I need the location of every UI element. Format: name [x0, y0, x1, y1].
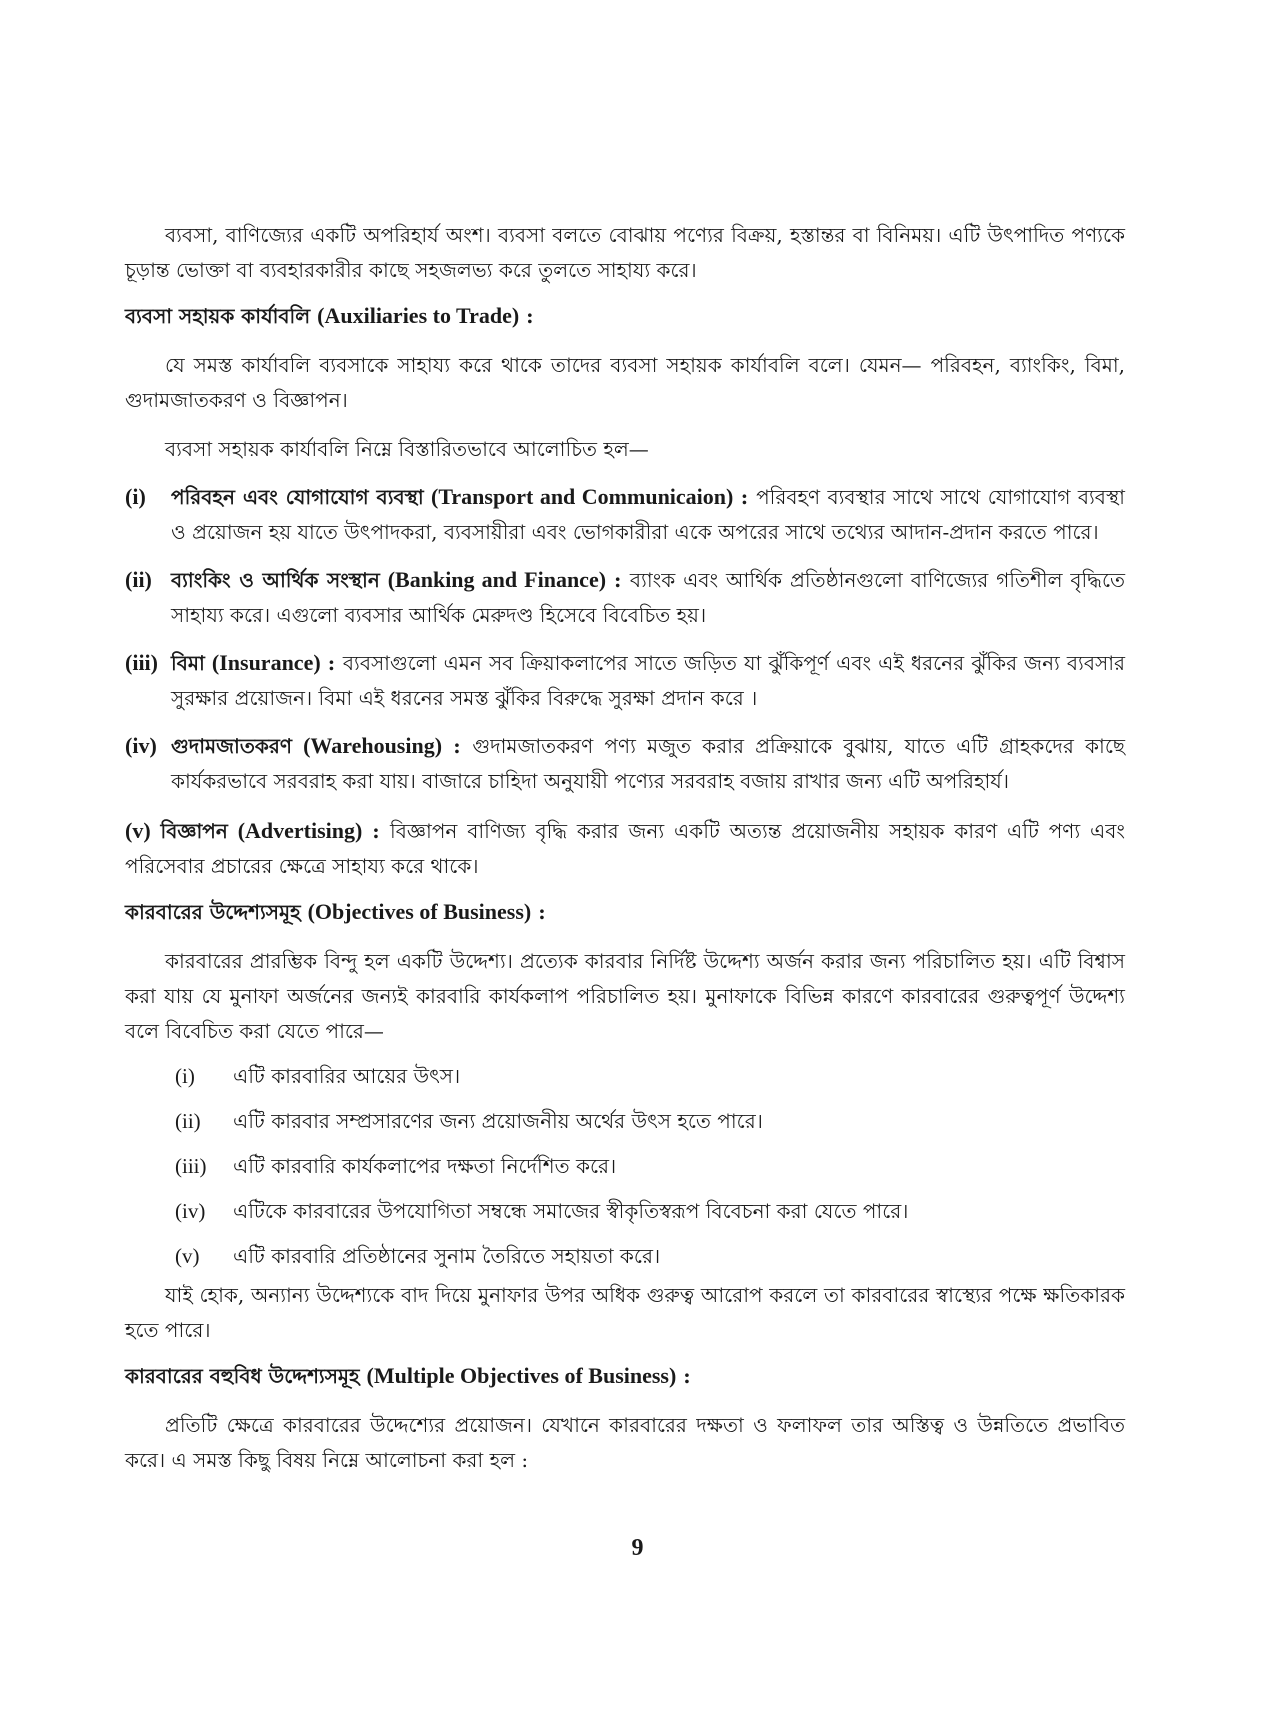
- item-text: ব্যাংক এবং আর্থিক প্রতিষ্ঠানগুলো বাণিজ্যের গতিশীল বৃদ্ধিতে সাহায্য করে। এগুলো ব্যবসার আর্থিক মেরুদণ্ড হিসেবে বিবেচিত হয়।: [171, 568, 1125, 627]
- item-title-en: (Warehousing): [303, 733, 443, 758]
- item-title-en: (Banking and Finance): [387, 567, 607, 592]
- auxiliary-item-insurance: (iii) বিমা (Insurance) : ব্যবসাগুলো এমন সব ক্রিয়াকলাপের সাতে জড়িত যা ঝুঁকিপূর্ণ এবং এই ধরনের ঝুঁকির জন্য ব্যবসার সুরক্ষার প্রয়োজন। বিমা এই ধরনের সমস্ত ঝুঁকির বিরুদ্ধে সুরক্ষা প্রদান করে ।: [125, 645, 1125, 716]
- item-text: বিজ্ঞাপন বাণিজ্য বৃদ্ধি করার জন্য একটি অত্যন্ত প্রয়োজনীয় সহায়ক কারণ এটি পণ্য এবং পরিসেবার প্রচারের ক্ষেত্রে সাহায্য করে থাকে।: [125, 819, 1126, 878]
- objectives-heading: কারবারের উদ্দেশ্যসমূহ (Objectives of Business) :: [125, 899, 546, 924]
- objectives-closing-paragraph: যাই হোক, অন্যান্য উদ্দেশ্যকে বাদ দিয়ে মুনাফার উপর অধিক গুরুত্ব আরোপ করলে তা কারবারের স্বাস্থ্যের পক্ষে ক্ষতিকারক হতে পারে।: [125, 1283, 1125, 1342]
- item-text: পরিবহণ ব্যবস্থার সাথে সাথে যোগাযোগ ব্যবস্থা ও প্রয়োজন হয় যাতে উৎপাদকরা, ব্যবসায়ীরা এবং ভোগকারীরা একে অপরের সাথে তথ্যের আদান-প্রদান করতে পারে।: [171, 485, 1125, 544]
- item-title-bn: বিজ্ঞাপন: [160, 819, 228, 843]
- objectives-heading-bn: কারবারের উদ্দেশ্যসমূহ: [125, 900, 301, 924]
- objectives-list: [175, 1059, 1125, 1274]
- auxiliary-item-warehousing: (iv) গুদামজাতকরণ (Warehousing) : গুদামজাতকরণ পণ্য মজুত করার প্রক্রিয়াকে বুঝায়, যাতে এটি গ্রাহকদের কাছে কার্যকরভাবে সরবরাহ করা যায়। বাজারে চাহিদা অনুযায়ী পণ্যের সরবরাহ বজায় রাখার জন্য এটি অপরিহার্য।: [125, 728, 1125, 799]
- item-title-en: (Transport and Communicaion): [431, 484, 734, 509]
- item-number: (ii): [125, 567, 152, 592]
- item-title-bn: পরিবহন এবং যোগাযোগ ব্যবস্থা: [171, 485, 424, 509]
- list-item: (iii) এটি কারবারি কার্যকলাপের দক্ষতা নির্দেশিত করে।: [175, 1154, 617, 1178]
- item-title-en: (Advertising): [237, 818, 363, 843]
- page-content: [125, 218, 1125, 1478]
- item-number: (v): [125, 818, 151, 843]
- item-text: ব্যবসাগুলো এমন সব ক্রিয়াকলাপের সাতে জড়িত যা ঝুঁকিপূর্ণ এবং এই ধরনের ঝুঁকির জন্য ব্যবসার সুরক্ষার প্রয়োজন। বিমা এই ধরনের সমস্ত ঝুঁকির বিরুদ্ধে সুরক্ষা প্রদান করে ।: [171, 651, 1126, 710]
- item-text: গুদামজাতকরণ পণ্য মজুত করার প্রক্রিয়াকে বুঝায়, যাতে এটি গ্রাহকদের কাছে কার্যকরভাবে সরবরাহ করা যায়। বাজারে চাহিদা অনুযায়ী পণ্যের সরবরাহ বজায় রাখার জন্য এটি অপরিহার্য।: [171, 734, 1126, 793]
- multiple-objectives-paragraph: প্রতিটি ক্ষেত্রে কারবারের উদ্দেশ্যের প্রয়োজন। যেখানে কারবারের দক্ষতা ও ফলাফল তার অস্তিত্ব ও উন্নতিতে প্রভাবিত করে। এ সমস্ত কিছু বিষয় নিম্নে আলোচনা করা হল :: [125, 1413, 1125, 1472]
- item-number: (iv): [125, 733, 157, 758]
- intro-paragraph: ব্যবসা, বাণিজ্যের একটি অপরিহার্য অংশ। ব্যবসা বলতে বোঝায় পণ্যের বিক্রয়, হস্তান্তর বা বিনিময়। এটি উৎপাদিত পণ্যকে চূড়ান্ত ভোক্তা বা ব্যবহারকারীর কাছে সহজলভ্য করে তুলতে সাহায্য করে।: [125, 223, 1125, 282]
- multiple-heading-en: (Multiple Objectives of Business): [366, 1363, 677, 1388]
- auxiliary-item-advertising: (v) বিজ্ঞাপন (Advertising) : বিজ্ঞাপন বাণিজ্য বৃদ্ধি করার জন্য একটি অত্যন্ত প্রয়োজনীয় সহায়ক কারণ এটি পণ্য এবং পরিসেবার প্রচারের ক্ষেত্রে সাহায্য করে থাকে।: [125, 818, 1126, 878]
- list-item: (v) এটি কারবারি প্রতিষ্ঠানের সুনাম তৈরিতে সহায়তা করে।: [175, 1244, 661, 1268]
- auxiliaries-heading: ব্যবসা সহায়ক কার্যাবলি (Auxiliaries to Trade) :: [125, 303, 534, 328]
- auxiliaries-intro-line: ব্যবসা সহায়ক কার্যাবলি নিম্নে বিস্তারিতভাবে আলোচিত হল—: [165, 437, 649, 461]
- item-number: (iii): [125, 650, 158, 675]
- multiple-heading-bn: কারবারের বহুবিধ উদ্দেশ্যসমূহ: [125, 1364, 360, 1388]
- multiple-objectives-heading: কারবারের বহুবিধ উদ্দেশ্যসমূহ (Multiple Objectives of Business) :: [125, 1363, 691, 1388]
- item-title-bn: ব্যাংকিং ও আর্থিক সংস্থান: [171, 568, 380, 592]
- auxiliary-item-transport: (i) পরিবহন এবং যোগাযোগ ব্যবস্থা (Transport and Communicaion) : পরিবহণ ব্যবস্থার সাথে সাথে যোগাযোগ ব্যবস্থা ও প্রয়োজন হয় যাতে উৎপাদকরা, ব্যবসায়ীরা এবং ভোগকারীরা একে অপরের সাথে তথ্যের আদান-প্রদান করতে পারে।: [125, 479, 1125, 550]
- page-number: 9: [631, 1535, 644, 1561]
- list-item: (ii) এটি কারবার সম্প্রসারণের জন্য প্রয়োজনীয় অর্থের উৎস হতে পারে।: [175, 1109, 763, 1133]
- list-item: (i) এটি কারবারির আয়ের উৎস।: [175, 1064, 461, 1088]
- objectives-heading-en: (Objectives of Business): [307, 899, 532, 924]
- item-title-en: (Insurance): [211, 650, 321, 675]
- auxiliaries-paragraph: যে সমস্ত কার্যাবলি ব্যবসাকে সাহায্য করে থাকে তাদের ব্যবসা সহায়ক কার্যাবলি বলে। যেমন— পরিবহন, ব্যাংকিং, বিমা, গুদামজাতকরণ ও বিজ্ঞাপন।: [125, 353, 1125, 412]
- item-title-bn: বিমা: [171, 651, 205, 675]
- item-title-bn: গুদামজাতকরণ: [171, 734, 292, 758]
- auxiliaries-heading-bn: ব্যবসা সহায়ক কার্যাবলি: [125, 304, 311, 328]
- list-item: (iv) এটিকে কারবারের উপযোগিতা সম্বন্ধে সমাজের স্বীকৃতিস্বরূপ বিবেচনা করা যেতে পারে।: [175, 1199, 909, 1223]
- objectives-paragraph: কারবারের প্রারম্ভিক বিন্দু হল একটি উদ্দেশ্য। প্রত্যেক কারবার নির্দিষ্ট উদ্দেশ্য অর্জন করার জন্য পরিচালিত হয়। এটি বিশ্বাস করা যায় যে মুনাফা অর্জনের জন্যই কারবারি কার্যকলাপ পরিচালিত হয়। মুনাফাকে বিভিন্ন কারণে কারবারের গুরুত্বপূর্ণ উদ্দেশ্য বলে বিবেচিত করা যেতে পারে—: [125, 949, 1125, 1043]
- item-number: (i): [125, 484, 146, 509]
- auxiliary-item-banking: (ii) ব্যাংকিং ও আর্থিক সংস্থান (Banking and Finance) : ব্যাংক এবং আর্থিক প্রতিষ্ঠানগুলো বাণিজ্যের গতিশীল বৃদ্ধিতে সাহায্য করে। এগুলো ব্যবসার আর্থিক মেরুদণ্ড হিসেবে বিবেচিত হয়।: [125, 562, 1125, 633]
- auxiliaries-heading-en: (Auxiliaries to Trade): [317, 303, 520, 328]
